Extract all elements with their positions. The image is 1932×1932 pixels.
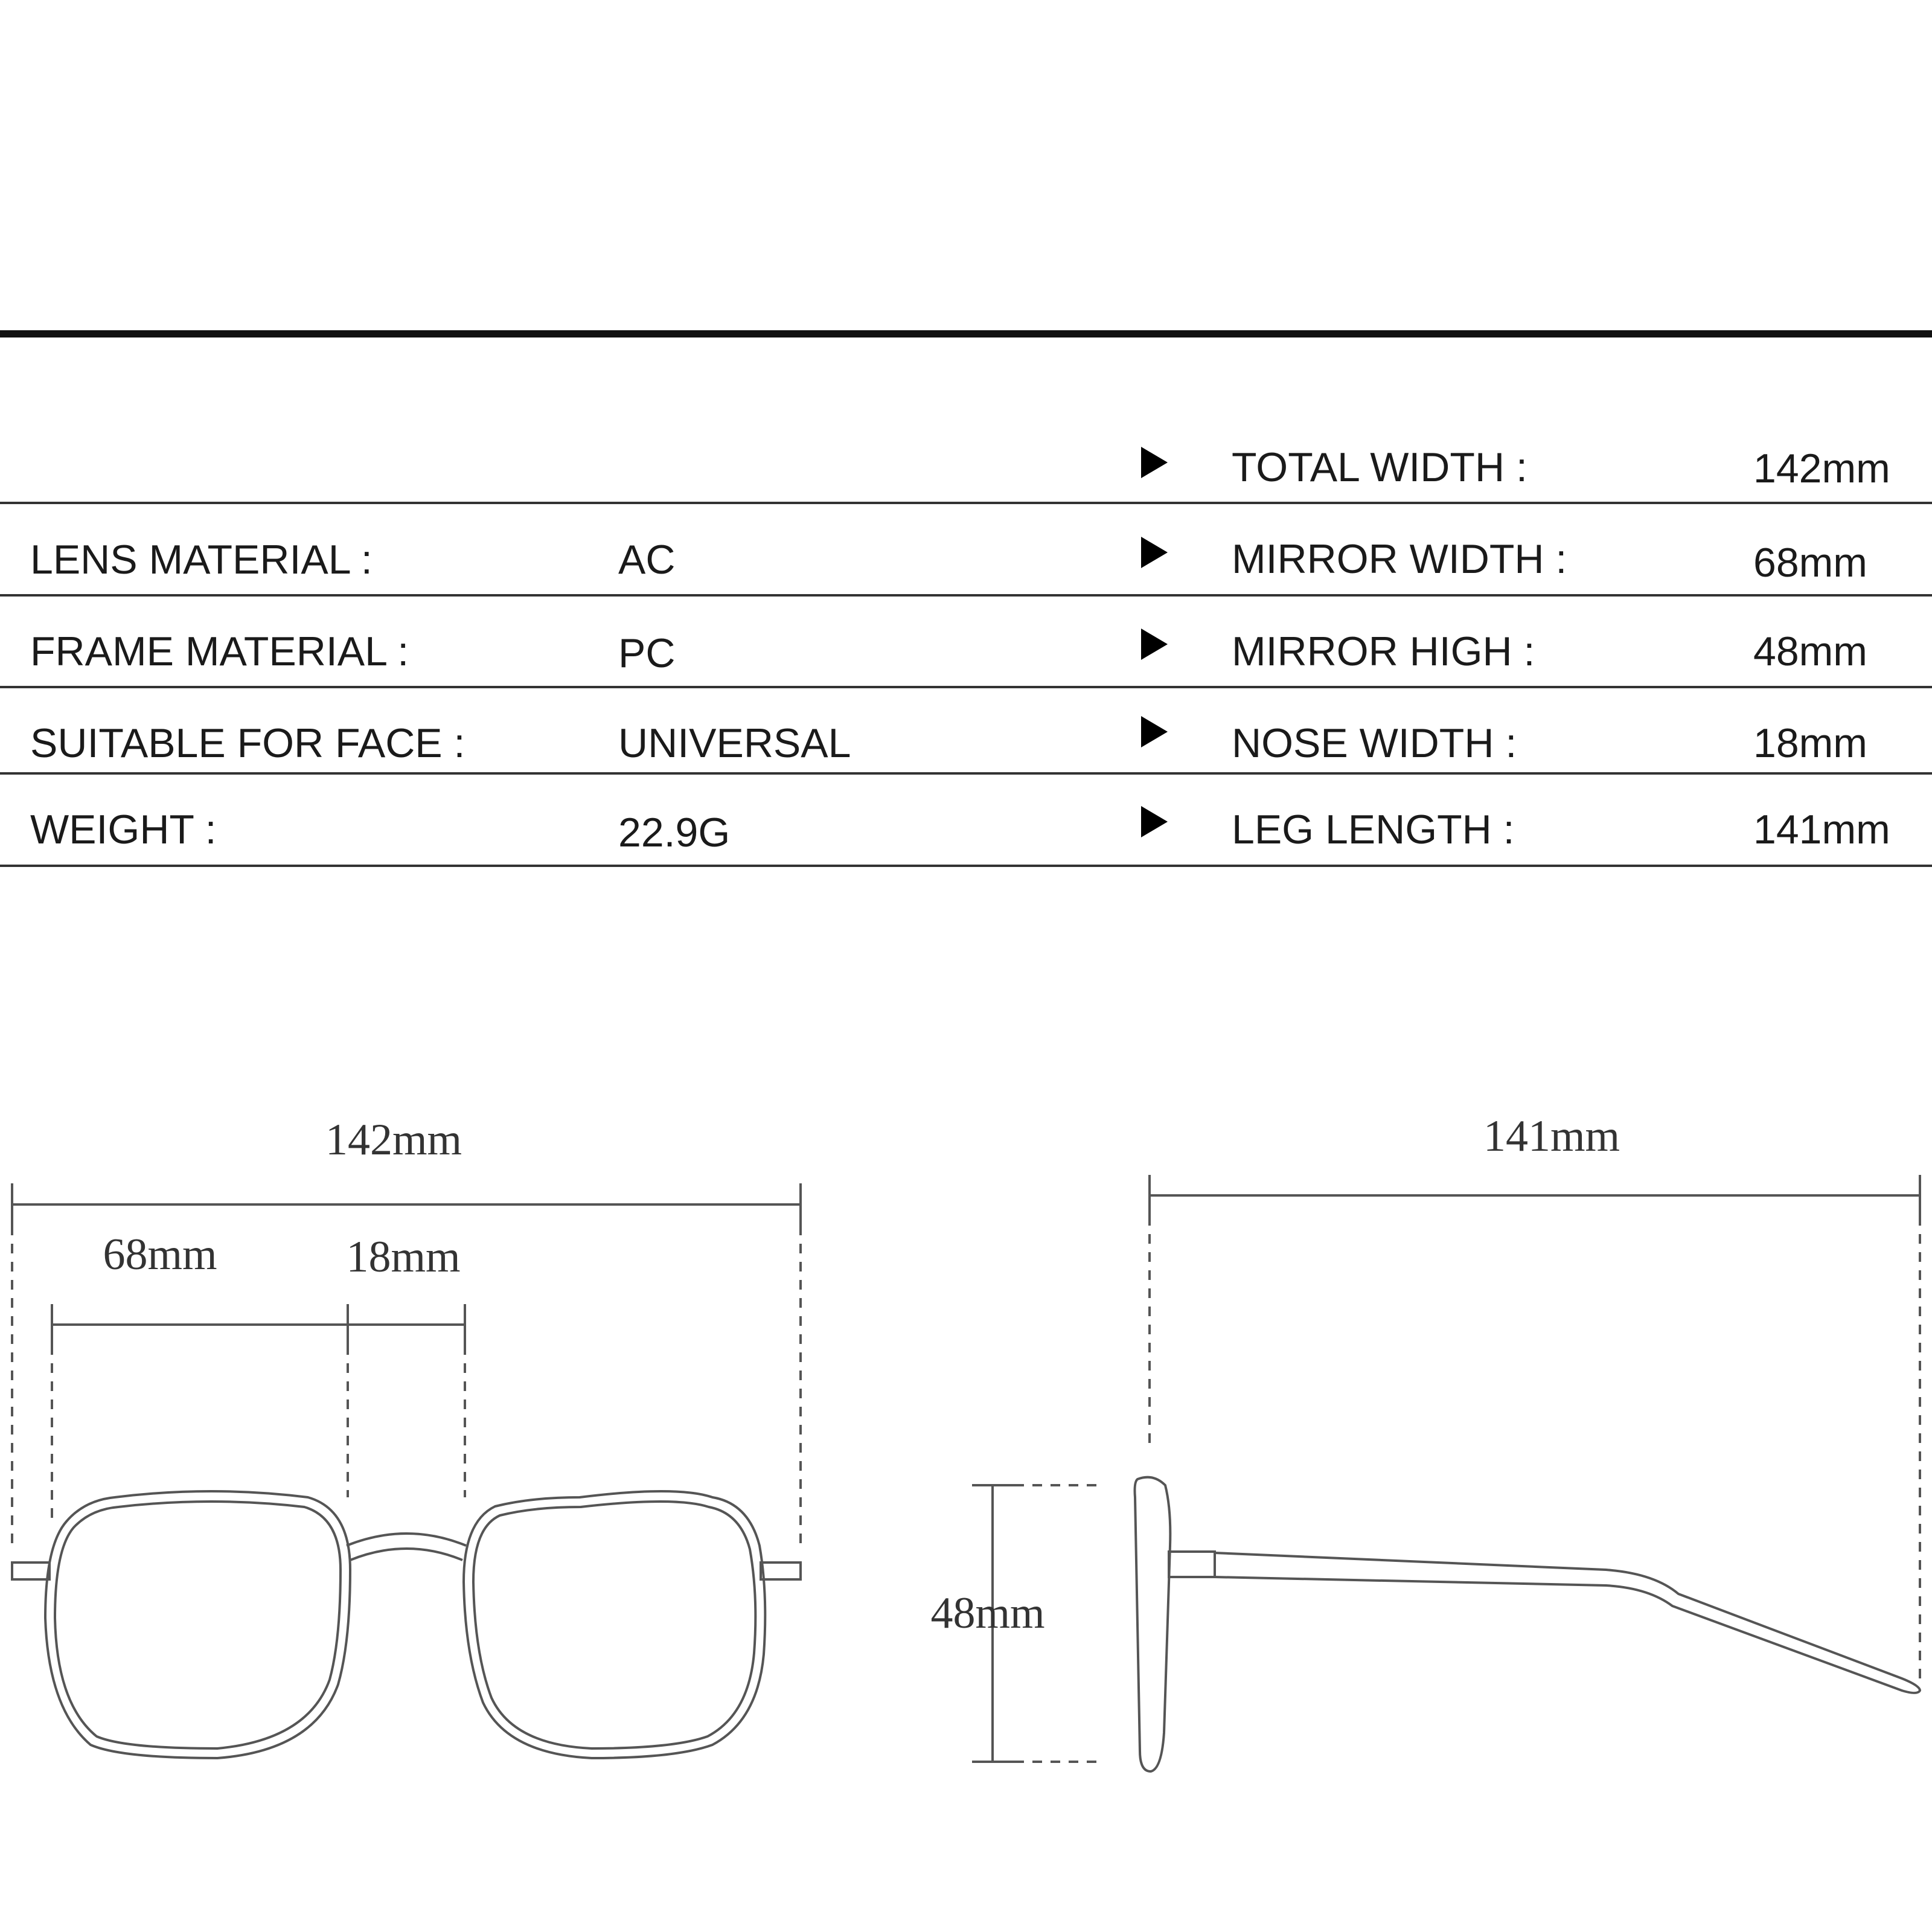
spec-label-total-width: TOTAL WIDTH : (1232, 444, 1527, 490)
spec-label-nose-width: NOSE WIDTH : (1232, 720, 1517, 766)
left-lens-inner (55, 1502, 341, 1748)
spec-value-total-width: 142mm (1753, 446, 1890, 491)
spec-label-leg-length: LEG LENGTH : (1232, 807, 1515, 852)
spec-value-weight: 22.9G (618, 810, 731, 856)
spec-value-suitable-face: UNIVERSAL (618, 720, 851, 766)
lens-side-profile (1135, 1477, 1171, 1771)
spec-value-leg-length: 141mm (1753, 807, 1890, 852)
right-temple-stub (761, 1563, 801, 1579)
bridge-width-label: 18mm (346, 1232, 461, 1282)
lens-width-label: 68mm (103, 1230, 217, 1279)
spec-value-nose-width: 18mm (1753, 720, 1867, 766)
spec-label-suitable-face: SUITABLE FOR FACE : (30, 720, 465, 766)
hinge (1169, 1552, 1215, 1577)
lens-height-label: 48mm (930, 1588, 1045, 1638)
left-temple-stub (12, 1563, 50, 1579)
spec-value-mirror-width: 68mm (1753, 540, 1867, 586)
spec-label-mirror-width: MIRROR WIDTH : (1232, 536, 1567, 582)
spec-label-mirror-high: MIRROR HIGH : (1232, 629, 1535, 674)
spec-label-frame-material: FRAME MATERIAL : (30, 629, 409, 674)
temple-length-label: 141mm (1483, 1112, 1620, 1161)
temple-arm (1215, 1553, 1920, 1693)
total-width-label: 142mm (325, 1115, 462, 1165)
spec-label-weight: WEIGHT : (30, 807, 217, 852)
spec-value-mirror-high: 48mm (1753, 629, 1867, 674)
spec-label-lens-material: LENS MATERIAL : (30, 537, 373, 583)
right-lens-inner (473, 1502, 755, 1748)
side-view (972, 1175, 1920, 1771)
bridge-bottom (350, 1549, 462, 1560)
spec-value-frame-material: PC (618, 630, 676, 676)
bridge-top (347, 1534, 466, 1546)
spec-value-lens-material: AC (618, 537, 676, 583)
right-lens-outer (464, 1491, 765, 1758)
